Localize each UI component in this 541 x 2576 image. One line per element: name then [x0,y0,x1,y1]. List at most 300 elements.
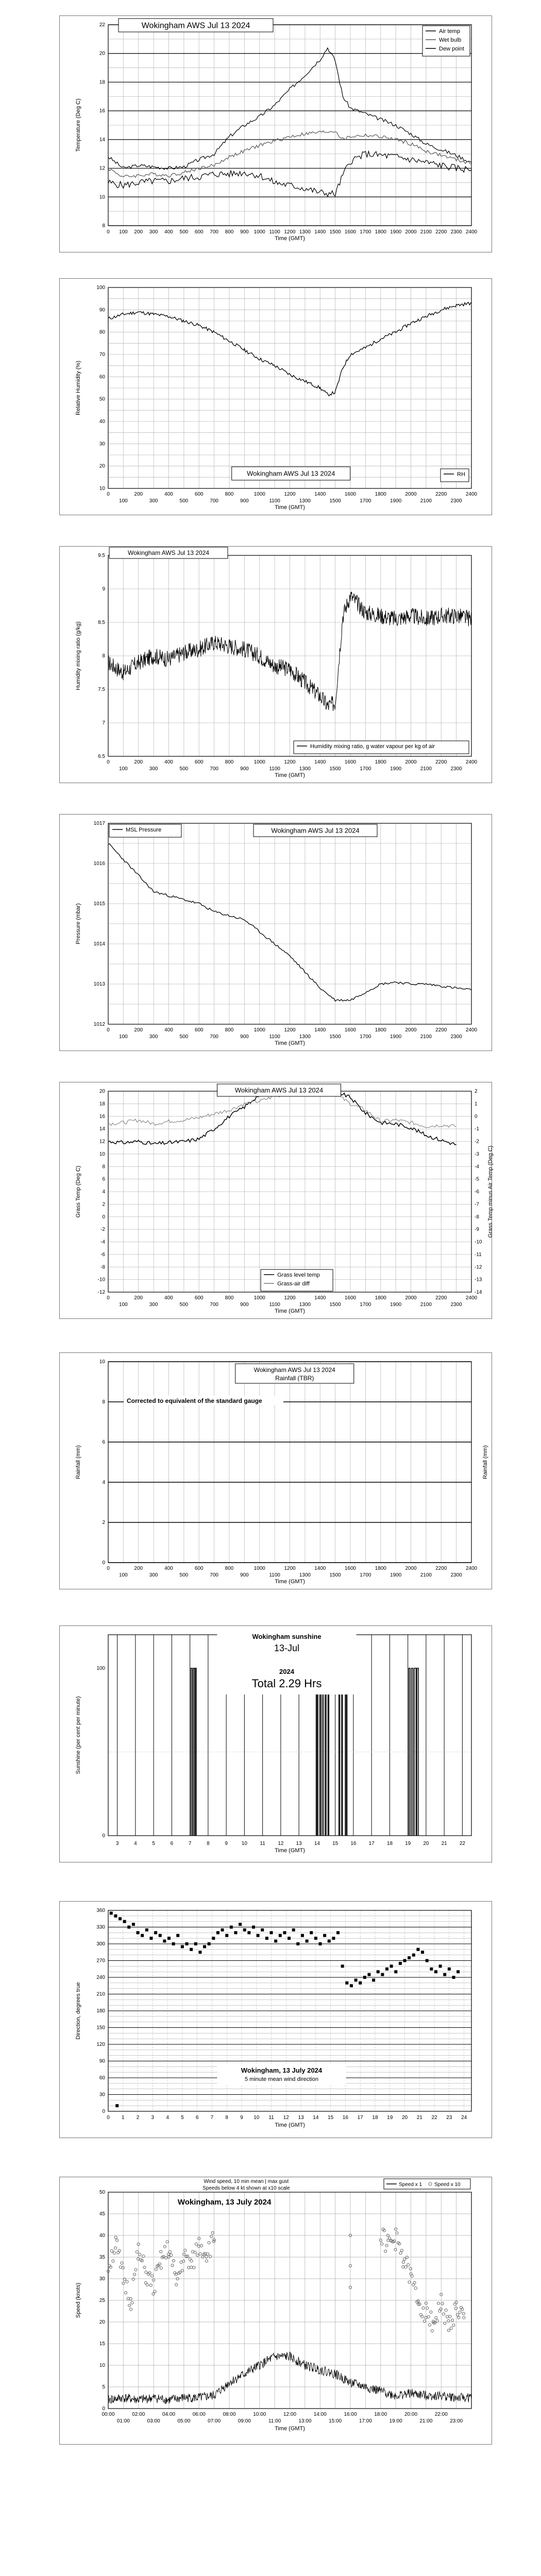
x-tick-label: 300 [149,1572,158,1578]
x-tick-label: 100 [119,766,128,772]
y-tick-label: 210 [96,1991,105,1997]
chart-title: Wokingham, 13 July 2024 [241,2066,323,2074]
x-tick-label: 11 [260,1841,265,1846]
x-tick-label: 0 [107,229,110,235]
x-axis-label: Time (GMT) [275,235,305,242]
x-tick-label: 15 [332,1841,339,1846]
y-tick-label: 100 [96,285,105,291]
y-tick-label: 40 [99,419,105,425]
y-tick-label: 20 [99,1089,105,1094]
y-tick-label: 60 [99,2075,105,2081]
direction-point [243,1928,246,1931]
x-tick-label: 700 [210,766,218,772]
x-tick-label: 200 [134,492,143,497]
y-tick-label: 10 [99,1151,105,1157]
x-tick-label: 500 [179,766,189,772]
y-axis-label: Humidity mixing ratio (g/kg) [75,621,81,690]
x-tick-label: 600 [194,1027,204,1033]
x-tick-label: 23 [446,2115,452,2121]
x-tick-label: 11 [268,2115,274,2121]
y-tick-label: 240 [96,1975,105,1980]
x-tick-label: 1300 [299,1034,311,1040]
y-tick-label: 5 [102,2384,105,2390]
x-tick-label: 1200 [284,1027,296,1033]
direction-point [421,1951,424,1954]
x-tick-label: 600 [194,229,204,235]
x-tick-label: 2400 [465,492,478,497]
direction-point [216,1931,219,1934]
x-tick-label: 2200 [435,229,447,235]
x-tick-label: 2200 [435,1027,447,1033]
x-tick-label: 2300 [450,1572,462,1578]
x-tick-label: 05:00 [177,2418,191,2424]
x-tick-label: 200 [134,229,143,235]
x-tick-label: 1000 [253,1295,265,1301]
x-tick-label: 16:00 [344,2412,357,2417]
direction-point [212,1937,215,1940]
panel-border [60,815,492,1051]
direction-point [252,1926,255,1929]
y-tick-label: 70 [99,352,105,358]
x-tick-label: 1000 [253,1027,265,1033]
chart-subtitle: 13-Jul [274,1643,300,1653]
y2-tick-label: -2 [475,1139,479,1145]
x-tick-label: 10 [253,2115,260,2121]
x-tick-label: 2000 [405,1566,417,1571]
x-tick-label: 1200 [284,229,296,235]
y-tick-label: 16 [99,1113,105,1120]
direction-point [123,1920,126,1923]
direction-point [408,1956,411,1959]
x-tick-label: 2000 [405,1295,417,1301]
y-tick-label: 8.5 [98,620,105,625]
x-tick-label: 00:00 [102,2412,115,2417]
y-tick-label: 1012 [93,1022,105,1027]
x-tick-label: 12 [283,2115,289,2121]
x-tick-label: 900 [240,1572,249,1578]
direction-chart-panel [59,1901,492,2138]
y-tick-label: 10 [99,1359,105,1365]
y2-tick-label: -5 [475,1176,479,1182]
y-tick-label: 8 [102,653,105,659]
x-tick-label: 1900 [390,766,402,772]
direction-point [328,1940,331,1943]
x-tick-label: 18:00 [374,2412,387,2417]
chart-subtitle: Rainfall (TBR) [275,1375,314,1382]
x-axis-label: Time (GMT) [275,2426,305,2432]
y2-tick-label: 0 [475,1113,478,1120]
x-tick-label: 12 [278,1841,284,1846]
x-tick-label: 2400 [465,1566,478,1571]
direction-point [167,1937,171,1940]
x-tick-label: 9 [240,2115,243,2121]
x-tick-label: 1900 [390,498,402,504]
x-tick-label: 1100 [269,1034,280,1040]
x-tick-label: 900 [240,1302,249,1308]
pressure-chart-svg [59,814,492,1051]
x-tick-label: 17 [357,2115,363,2121]
direction-point [208,1942,211,1945]
x-tick-label: 13 [296,1841,302,1846]
x-tick-label: 1400 [314,1295,326,1301]
x-tick-label: 400 [164,229,173,235]
x-tick-label: 11:00 [268,2418,281,2424]
y-tick-label: 30 [99,441,105,447]
x-tick-label: 1400 [314,1566,326,1571]
x-tick-label: 100 [119,498,128,504]
x-axis-label: Time (GMT) [275,1308,305,1314]
x-tick-label: 200 [134,1295,143,1301]
x-tick-label: 22 [431,2115,437,2121]
y2-tick-label: -10 [475,1239,482,1245]
x-tick-label: 2400 [465,1027,478,1033]
x-tick-label: 1800 [375,1295,386,1301]
x-tick-label: 2400 [465,1295,478,1301]
direction-point [127,1926,130,1929]
x-axis-label: Time (GMT) [275,772,305,778]
direction-point [283,1931,286,1934]
x-tick-label: 500 [179,1034,189,1040]
x-tick-label: 6 [195,2115,199,2121]
direction-point [265,1937,268,1940]
x-tick-label: 0 [107,492,110,497]
x-tick-label: 1200 [284,1566,296,1571]
direction-point [261,1928,264,1931]
y-tick-label: 50 [99,396,105,402]
direction-point [176,1934,179,1937]
x-tick-label: 200 [134,1027,143,1033]
x-axis-label: Time (GMT) [275,504,305,511]
direction-point [372,1978,375,1981]
x-tick-label: 2 [136,2115,140,2121]
y-tick-label: 4 [102,1480,105,1485]
x-tick-label: 700 [210,1572,218,1578]
y-tick-label: 14 [99,1126,105,1132]
direction-point [181,1945,184,1948]
direction-point [434,1970,437,1973]
direction-point [336,1931,340,1934]
y2-tick-label: -14 [475,1290,482,1295]
x-tick-label: 1000 [253,1566,265,1571]
direction-point [203,1945,206,1948]
x-tick-label: 8 [207,1841,210,1846]
x-tick-label: 2100 [420,1034,432,1040]
x-tick-label: 800 [225,1027,234,1033]
direction-point [194,1942,197,1945]
x-tick-label: 900 [240,498,249,504]
x-tick-label: 22 [459,1841,465,1846]
humidity-chart-panel [59,278,492,515]
x-tick-label: 1900 [390,1302,402,1308]
x-tick-label: 400 [164,1295,173,1301]
x-tick-label: 1100 [269,1572,280,1578]
header-line-1: Wind speed, 10 min mean | max gust [204,2179,289,2184]
x-tick-label: 2000 [405,229,417,235]
y-tick-label: 100 [96,1666,105,1671]
x-tick-label: 1000 [253,492,265,497]
x-tick-label: 1500 [329,766,341,772]
x-tick-label: 900 [240,229,249,235]
x-tick-label: 1200 [284,759,296,765]
y-tick-label: 10 [99,2363,105,2368]
y-tick-label: 10 [99,486,105,492]
x-tick-label: 21 [441,1841,447,1846]
y-tick-label: 120 [96,2042,105,2047]
y2-tick-label: -1 [475,1126,479,1132]
x-tick-label: 1800 [375,1027,386,1033]
direction-point [239,1923,242,1926]
direction-point [452,1976,455,1979]
y-tick-label: 14 [99,137,105,143]
x-tick-label: 1100 [269,1302,280,1308]
x-tick-label: 1500 [329,1572,341,1578]
legend-label: RH [457,471,465,478]
y2-tick-label: -3 [475,1151,479,1157]
y-tick-label: 7 [102,720,105,726]
panel-border [60,1902,492,2138]
x-tick-label: 1600 [344,492,357,497]
x-tick-label: 700 [210,1302,218,1308]
y-tick-label: 8 [102,1399,105,1405]
x-tick-label: 2000 [405,492,417,497]
x-tick-label: 1300 [299,1572,311,1578]
y-axis-label: Temperature (Deg C) [75,98,81,152]
x-tick-label: 4 [166,2115,169,2121]
y-tick-label: 300 [96,1941,105,1947]
chart-title: Wokingham AWS Jul 13 2024 [127,549,210,556]
legend-label: Speed x 10 [434,2182,461,2188]
y2-axis-label: Grass Temp minus Air Temp (Deg C) [487,1145,494,1238]
x-tick-label: 800 [225,1566,234,1571]
y-tick-label: 8 [102,1164,105,1170]
y2-tick-label: -8 [475,1214,479,1220]
y-tick-label: 0 [102,1560,105,1566]
y-tick-label: 90 [99,2058,105,2064]
direction-point [354,1978,358,1981]
y-tick-label: 80 [99,329,105,335]
x-tick-label: 4 [134,1841,137,1846]
y-tick-label: 180 [96,2008,105,2014]
x-tick-label: 2100 [420,498,432,504]
x-tick-label: 1400 [314,1027,326,1033]
x-tick-label: 0 [107,759,110,765]
x-tick-label: 13 [298,2115,304,2121]
y2-tick-label: -11 [475,1251,482,1258]
x-tick-label: 500 [179,1302,189,1308]
x-tick-label: 200 [134,759,143,765]
x-tick-label: 1100 [269,229,280,235]
x-tick-label: 1200 [284,1295,296,1301]
direction-point [279,1934,282,1937]
chart-subtitle: 5 minute mean wind direction [244,2076,319,2082]
x-tick-label: 22:00 [434,2412,448,2417]
x-tick-label: 500 [179,498,189,504]
y-tick-label: 25 [99,2298,105,2303]
x-tick-label: 1700 [360,229,371,235]
y-tick-label: 270 [96,1958,105,1964]
y-tick-label: 0 [102,1214,105,1220]
y-tick-label: 150 [96,2025,105,2031]
x-tick-label: 1300 [299,766,311,772]
x-tick-label: 1800 [375,759,386,765]
y-tick-label: 16 [99,108,105,114]
direction-point [159,1934,162,1937]
chart-title: Wokingham AWS Jul 13 2024 [247,469,335,478]
x-tick-label: 2400 [465,759,478,765]
direction-point [381,1973,384,1976]
x-tick-label: 18 [372,2115,378,2121]
mixing-chart-svg [59,546,492,783]
temperature-chart-svg [59,15,492,252]
direction-point [394,1970,397,1973]
x-tick-label: 1600 [344,1027,357,1033]
y-tick-label: 330 [96,1924,105,1930]
x-tick-label: 5 [152,1841,155,1846]
x-tick-label: 3 [151,2115,155,2121]
direction-point [457,1970,460,1973]
y-tick-label: 2 [102,1520,105,1526]
direction-point [145,1928,148,1931]
x-tick-label: 2300 [450,766,462,772]
legend-label: Grass-air diff [277,1281,310,1287]
x-tick-label: 1400 [314,759,326,765]
x-axis-label: Time (GMT) [275,1040,305,1046]
direction-point [296,1942,299,1945]
x-tick-label: 16 [342,2115,348,2121]
y-tick-label: 9 [102,586,105,592]
legend-label: Dew point [439,46,464,52]
x-tick-label: 2100 [420,229,432,235]
x-tick-label: 20 [423,1841,429,1846]
direction-point [350,1984,353,1987]
y-tick-label: 12 [99,165,105,172]
chart-title: Wokingham AWS Jul 13 2024 [141,21,250,30]
direction-point [318,1942,322,1945]
y-tick-label: 6 [102,1176,105,1182]
x-tick-label: 1600 [344,229,357,235]
x-tick-label: 0 [107,2115,110,2121]
x-tick-label: 700 [210,1034,218,1040]
y-tick-label: 30 [99,2092,105,2098]
direction-point [439,1964,442,1968]
x-tick-label: 100 [119,229,128,235]
y-tick-label: 0 [102,2109,105,2114]
direction-point [430,1968,433,1971]
x-tick-label: 1600 [344,759,357,765]
y-tick-label: 7.5 [98,687,105,692]
x-tick-label: 7 [210,2115,214,2121]
y-tick-label: 50 [99,2190,105,2195]
y-tick-label: 1013 [93,981,105,987]
x-tick-label: 12:00 [283,2412,297,2417]
x-tick-label: 600 [194,492,204,497]
x-tick-label: 1900 [390,1034,402,1040]
x-tick-label: 2300 [450,1034,462,1040]
x-tick-label: 19 [405,1841,411,1846]
legend-label: Wet bulb [439,37,462,43]
chart-title: Wokingham AWS Jul 13 2024 [234,1086,324,1094]
x-tick-label: 800 [225,229,234,235]
x-axis-label: Time (GMT) [275,1579,305,1585]
y-tick-label: -12 [97,1290,105,1295]
x-tick-label: 1700 [360,1572,371,1578]
direction-point [230,1926,233,1929]
x-tick-label: 14 [314,1841,320,1846]
x-tick-label: 13:00 [298,2418,312,2424]
x-tick-label: 1700 [360,498,371,504]
x-tick-label: 07:00 [208,2418,221,2424]
grass-chart-svg [59,1082,492,1319]
direction-point [132,1923,135,1926]
y2-tick-label: 2 [475,1089,478,1094]
humidity-chart-svg [59,278,492,515]
y-tick-label: 20 [99,463,105,469]
x-tick-label: 2100 [420,766,432,772]
x-tick-label: 08:00 [223,2412,236,2417]
y-tick-label: 15 [99,2341,105,2347]
x-tick-label: 1500 [329,498,341,504]
y-tick-label: 90 [99,307,105,313]
y2-tick-label: -6 [475,1189,479,1195]
x-tick-label: 900 [240,766,249,772]
direction-point [257,1934,260,1937]
x-tick-label: 2000 [405,759,417,765]
y-tick-label: -4 [100,1239,105,1245]
x-tick-label: 300 [149,1034,158,1040]
y-tick-label: 1017 [93,821,105,826]
direction-point [247,1931,250,1934]
y-tick-label: 18 [99,1101,105,1107]
y-tick-label: 40 [99,2233,105,2239]
direction-point [149,1937,153,1940]
x-tick-label: 300 [149,229,158,235]
direction-point [234,1931,237,1934]
direction-point [119,1917,122,1920]
direction-point [310,1931,313,1934]
legend-label: Air temp [439,28,460,35]
x-tick-label: 500 [179,1572,189,1578]
direction-point [274,1940,277,1943]
speed-chart-svg [59,2177,492,2445]
legend-label: Speed x 1 [399,2182,422,2188]
y2-tick-label: -12 [475,1264,482,1270]
direction-point [270,1931,273,1934]
x-tick-label: 14 [313,2115,319,2121]
chart-title: Wokingham sunshine [252,1633,322,1640]
x-tick-label: 21 [416,2115,422,2121]
direction-point [163,1940,166,1943]
x-tick-label: 2300 [450,498,462,504]
legend-label: MSL Pressure [126,827,162,833]
x-tick-label: 1300 [299,229,311,235]
x-tick-label: 100 [119,1034,128,1040]
x-tick-label: 10:00 [253,2412,266,2417]
x-tick-label: 19:00 [389,2418,402,2424]
x-tick-label: 700 [210,498,218,504]
chart-title: Wokingham AWS Jul 13 2024 [271,826,360,835]
x-tick-label: 800 [225,492,234,497]
x-tick-label: 21:00 [419,2418,433,2424]
y-axis-label: Sunshine (per cent per minute) [75,1696,81,1774]
y-tick-label: -10 [97,1277,105,1283]
direction-point [363,1976,366,1979]
direction-chart-svg [59,1901,492,2138]
y2-tick-label: -7 [475,1201,479,1208]
x-tick-label: 1000 [253,229,265,235]
x-tick-label: 600 [194,759,204,765]
direction-point [385,1968,388,1971]
x-tick-label: 14:00 [313,2412,327,2417]
